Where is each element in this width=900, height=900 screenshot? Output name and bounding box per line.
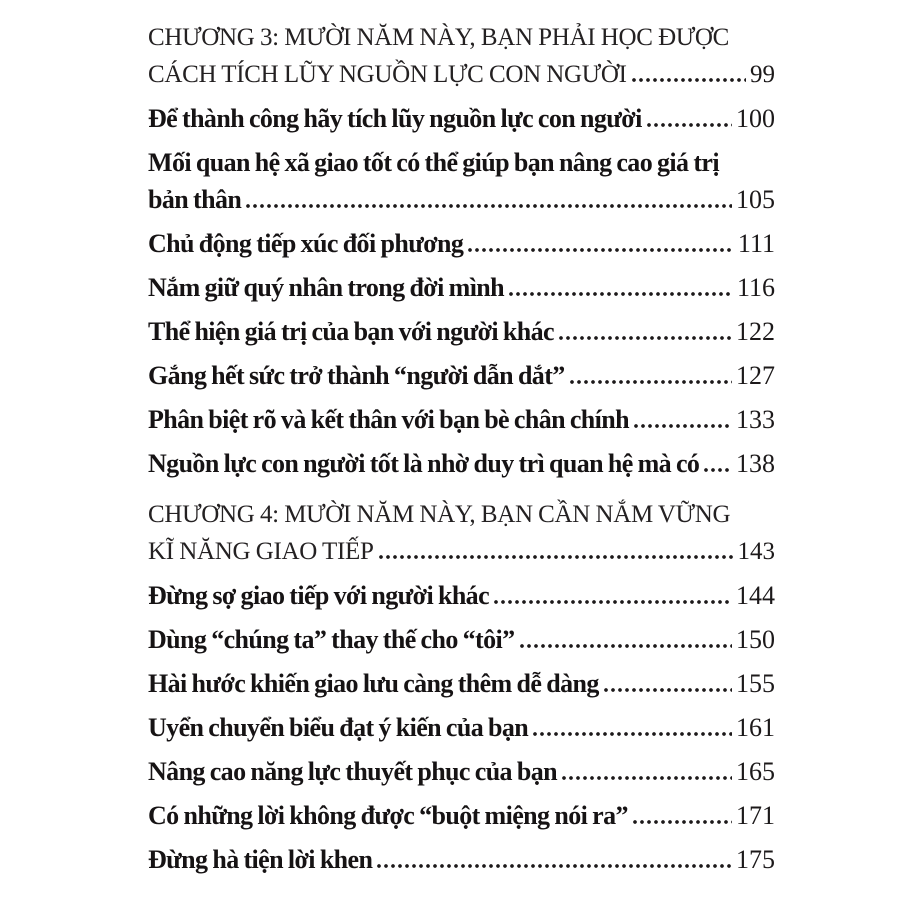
dot-leader [647,123,732,127]
dot-leader [604,688,732,692]
page-number: 171 [736,801,775,830]
dot-leader [633,820,732,824]
dot-leader [704,468,732,472]
toc-item-title: Có những lời không được “buột miệng nói ra” [148,801,628,830]
toc-entry-item [148,100,775,137]
toc-item-line [148,401,775,438]
dot-leader [494,600,732,604]
toc-item-title: Đừng sợ giao tiếp với người khác [148,581,490,610]
toc-entry-item [148,753,775,790]
dot-leader [377,864,732,868]
page-number: 150 [736,625,775,654]
toc-item-line [148,665,775,702]
toc-entry-item [148,445,775,482]
toc-item-title: bản thân [148,185,242,214]
toc-chapter-item [148,19,775,93]
dot-leader [570,380,732,384]
toc-item-title: KĨ NĂNG GIAO TIẾP [148,538,374,565]
page-number: 133 [736,405,775,434]
dot-leader [468,248,734,252]
toc-entry-item [148,797,775,834]
page-number: 122 [736,317,775,346]
toc-entry-item [148,357,775,394]
dot-leader [559,336,732,340]
toc-item-title: Chủ động tiếp xúc đối phương [148,229,464,258]
dot-leader [520,644,732,648]
toc-item-line [148,56,775,93]
toc-entry-item [148,577,775,614]
toc-entry-item [148,709,775,746]
toc-item-line [148,269,775,306]
page-number: 116 [736,273,775,302]
page-number: 111 [737,229,775,258]
toc-entry-item [148,621,775,658]
toc-item-title: Nâng cao năng lực thuyết phục của bạn [148,757,557,786]
page-number: 165 [736,757,775,786]
toc-entry-item [148,841,775,878]
toc-item-title: Thể hiện giá trị của bạn với người khác [148,317,554,346]
toc-item-line [148,841,775,878]
toc-item-line [148,181,775,218]
page-number: 105 [736,185,775,214]
dot-leader [379,555,734,559]
toc-item-line [148,445,775,482]
toc-item-title: Đừng hà tiện lời khen [148,845,373,874]
dot-leader [634,424,732,428]
toc-item-line: Mối quan hệ xã giao tốt có thể giúp bạn nâng cao giá trị [148,148,719,177]
toc-item-title: Để thành công hãy tích lũy nguồn lực con người [148,104,642,133]
toc-item-line [148,621,775,658]
page-number: 175 [736,845,775,874]
toc-entry-item [148,401,775,438]
toc-item-title: Gắng hết sức trở thành “người dẫn dắt” [148,361,565,390]
toc-item-line: CHƯƠNG 3: MƯỜI NĂM NÀY, BẠN PHẢI HỌC ĐƯỢC [148,24,730,51]
page-number: 138 [736,449,775,478]
dot-leader [246,204,732,208]
toc-item-line [148,797,775,834]
toc-entry-item [148,313,775,350]
dot-leader [632,78,746,82]
toc-item-title: CÁCH TÍCH LŨY NGUỒN LỰC CON NGƯỜI [148,61,627,88]
dot-leader [533,732,732,736]
toc-item-line [148,100,775,137]
toc-entry-item [148,665,775,702]
page-number: 144 [736,581,775,610]
page-number: 161 [736,713,775,742]
toc-entry-item [148,225,775,262]
toc-item-line [148,577,775,614]
toc-item-title: Phân biệt rõ và kết thân với bạn bè chân chính [148,405,630,434]
dot-leader [562,776,732,780]
toc-item-line: CHƯƠNG 4: MƯỜI NĂM NÀY, BẠN CẦN NẮM VỮNG [148,501,731,528]
page-number: 127 [736,361,775,390]
toc-entry-item [148,144,775,218]
toc-item-title: Nguồn lực con người tốt là nhờ duy trì quan hệ mà có [148,449,700,478]
toc-chapter-item [148,496,775,570]
page-number: 143 [737,538,775,565]
toc-item-line [148,357,775,394]
toc-item-line [148,313,775,350]
toc-item-line [148,225,775,262]
dot-leader [509,292,733,296]
toc-item-title: Dùng “chúng ta” thay thế cho “tôi” [148,625,515,654]
toc-item-title: Hài hước khiến giao lưu càng thêm dễ dàng [148,669,599,698]
toc-item-line [148,709,775,746]
page-number: 155 [736,669,775,698]
toc-item-line [148,533,775,570]
page-number: 99 [750,61,775,88]
page-number: 100 [736,104,775,133]
toc-entry-item [148,269,775,306]
toc-item-title: Uyển chuyển biểu đạt ý kiến của bạn [148,713,529,742]
toc-item-line [148,753,775,790]
toc-item-title: Nắm giữ quý nhân trong đời mình [148,273,505,302]
